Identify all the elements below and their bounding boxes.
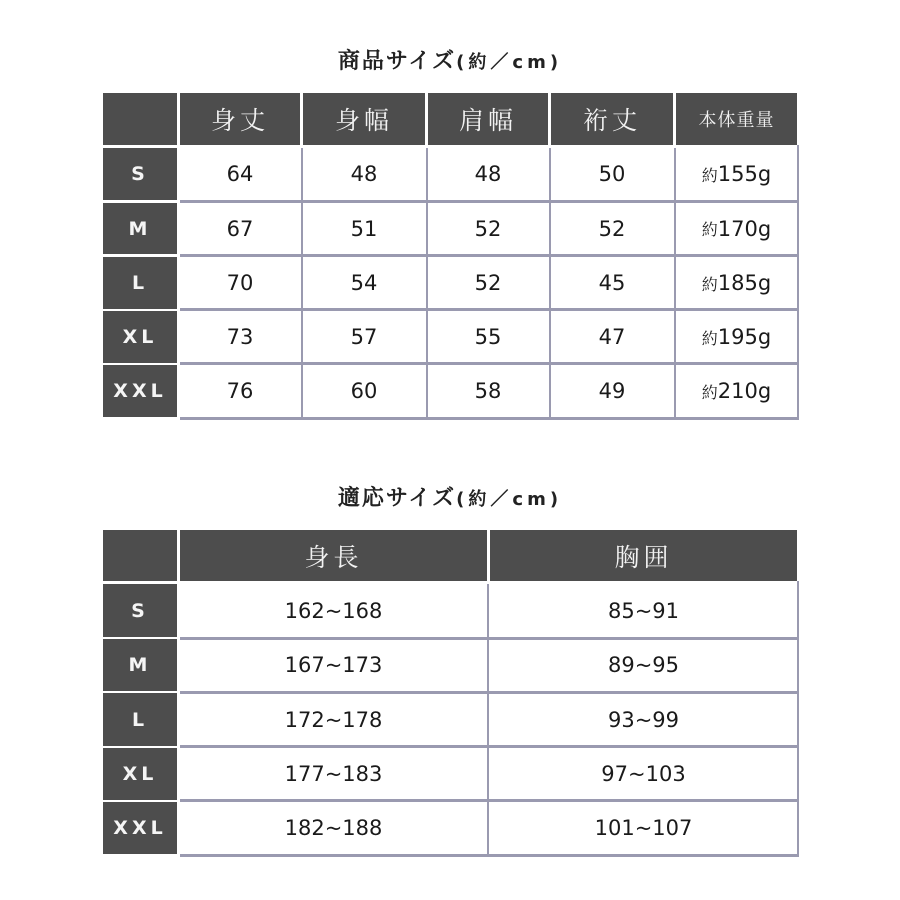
grid-line [180, 254, 799, 257]
table-cell: 101~107 [490, 802, 797, 854]
col-header-chest: 胸囲 [490, 530, 797, 581]
table-cell: 182~188 [180, 802, 487, 854]
table-cell: 67 [180, 203, 300, 254]
product-size-title-text: 商品サイズ [337, 49, 457, 74]
table-cell: 55 [428, 311, 548, 363]
size-label-xxl: XXL [103, 365, 177, 417]
table-cell: 76 [180, 365, 300, 417]
table-cell: 54 [303, 257, 425, 309]
table-cell: 45 [551, 257, 673, 309]
approx-prefix: 約 [701, 165, 718, 185]
grid-line [180, 745, 799, 748]
grid-line [180, 308, 799, 311]
table-cell: 47 [551, 311, 673, 363]
col-header-shoulder-width: 肩幅 [428, 93, 548, 145]
size-label-s: S [103, 148, 177, 200]
table-cell: 172~178 [180, 693, 487, 746]
weight-cell [676, 365, 797, 417]
grid-line [180, 691, 799, 694]
size-label-m: M [103, 639, 177, 691]
table-cell: 64 [180, 148, 300, 200]
grid-line [301, 148, 303, 420]
col-header-weight: 本体重量 [676, 93, 797, 145]
table-cell: 89~95 [490, 639, 797, 691]
col-header-body-width: 身幅 [303, 93, 425, 145]
table-cell: 52 [428, 203, 548, 254]
table-cell: 58 [428, 365, 548, 417]
grid-line [180, 200, 799, 203]
table-cell: 162~168 [180, 584, 487, 637]
weight-value: 170g [717, 216, 772, 241]
weight-value: 210g [717, 379, 772, 403]
table-cell: 48 [428, 148, 548, 200]
weight-value: 195g [717, 325, 772, 349]
fit-size-unit: (約／cm) [456, 489, 563, 510]
grid-line [487, 584, 489, 856]
col-header-body-length: 身丈 [180, 93, 300, 145]
corner-cell [103, 93, 177, 145]
size-label-l: L [103, 257, 177, 309]
table-cell: 97~103 [490, 748, 797, 800]
weight-value: 155g [717, 162, 772, 186]
table-cell: 93~99 [490, 693, 797, 746]
grid-line [180, 417, 799, 420]
size-label-xl: XL [103, 748, 177, 800]
size-label-xxl: XXL [103, 802, 177, 854]
corner-cell [103, 530, 177, 581]
table-cell: 85~91 [490, 584, 797, 637]
table-cell: 57 [303, 311, 425, 363]
grid-line [674, 148, 676, 420]
table-cell: 49 [551, 365, 673, 417]
grid-line [180, 637, 799, 640]
fit-size-title-text: 適応サイズ [337, 486, 457, 511]
approx-prefix: 約 [701, 328, 718, 348]
col-header-sleeve-length: 裄丈 [551, 93, 673, 145]
size-label-xl: XL [103, 311, 177, 363]
size-label-s: S [103, 584, 177, 637]
grid-line [797, 581, 799, 856]
weight-cell [676, 148, 797, 200]
table-cell: 48 [303, 148, 425, 200]
grid-line [426, 148, 428, 420]
table-cell: 70 [180, 257, 300, 309]
product-size-title [0, 44, 900, 75]
approx-prefix: 約 [701, 220, 718, 239]
table-cell: 51 [303, 203, 425, 254]
weight-cell [676, 257, 797, 309]
table-cell: 50 [551, 148, 673, 200]
table-cell: 60 [303, 365, 425, 417]
weight-cell [676, 203, 797, 254]
weight-cell [676, 311, 797, 363]
table-cell: 177~183 [180, 748, 487, 800]
grid-line [180, 362, 799, 365]
grid-line [180, 854, 799, 857]
size-label-m: M [103, 203, 177, 254]
approx-prefix: 約 [701, 274, 718, 294]
table-cell: 52 [428, 257, 548, 309]
grid-line [180, 799, 799, 802]
grid-line [797, 145, 799, 420]
grid-line [549, 148, 551, 420]
table-cell: 167~173 [180, 639, 487, 691]
size-label-l: L [103, 693, 177, 746]
table-cell: 73 [180, 311, 300, 363]
product-size-unit: (約／cm) [456, 52, 563, 73]
weight-value: 185g [717, 271, 772, 295]
table-cell: 52 [551, 203, 673, 254]
col-header-height: 身長 [180, 530, 487, 581]
fit-size-title [0, 481, 900, 512]
approx-prefix: 約 [701, 382, 718, 402]
